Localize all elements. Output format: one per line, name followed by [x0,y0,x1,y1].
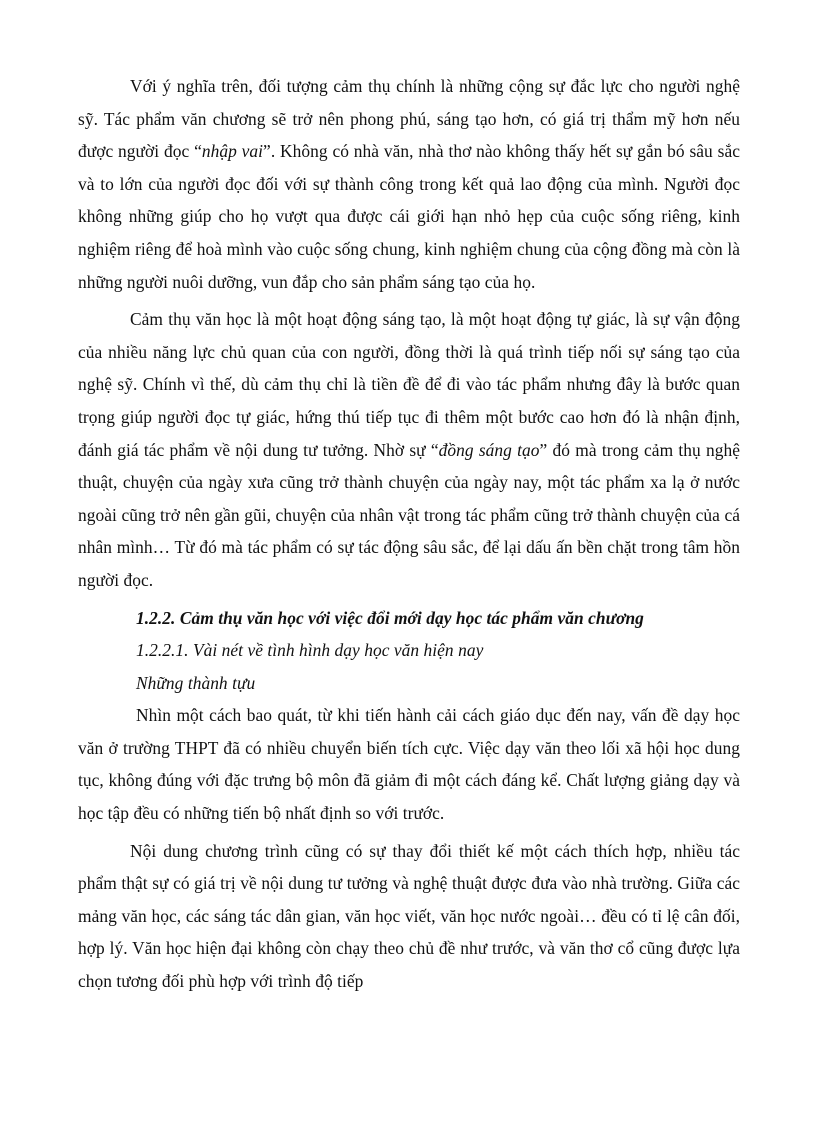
paragraph-literary-appreciation [78,303,740,596]
subsection-label: Những thành tựu [136,672,256,693]
paragraph-text: ” đó mà trong cảm thụ nghệ thuật, chuyện của ngày xưa cũng trở thành chuyện của ngày nay, một tác phẩm xa lạ ở nước ngoài cũng trở nên gần gũi, chuyện của nhân vật trong tác phẩm cũng trở thành chuyện của cá nhân mình… Từ đó mà tác phẩm có sự tác động sâu sắc, để lại dấu ấn bền chặt trong tâm hồn người đọc. [78,439,741,590]
subsection-heading: 1.2.2.1. Vài nét về tình hình dạy học văn hiện nay [136,640,484,661]
section-heading: 1.2.2. Cảm thụ văn học với việc đổi mới dạy học tác phẩm văn chương [136,607,644,628]
paragraph-text: Cảm thụ văn học là một hoạt động sáng tạo, là một hoạt động tự giác, là sự vận động của nhiều năng lực chủ quan của con người, đồng thời là quá trình tiếp nối sự sáng tạo của nghệ sỹ. Chính vì thế, dù cảm thụ chỉ là tiền đề để đi vào tác phẩm nhưng đây là bước quan trọng giúp người đọc tự giác, hứng thú tiếp tục đi thêm một bước cao hơn đó là nhận định, đánh giá tác phẩm về nội dung tư tưởng. Nhờ sự “ [78,309,740,460]
paragraph-reader-role [78,70,740,298]
paragraph-text: ”. Không có nhà văn, nhà thơ nào không thấy hết sự gắn bó sâu sắc và to lớn của người đọc đối với sự thành công trong kết quả lao động của mình. Người đọc không những giúp cho họ vượt qua được cái giới hạn nhỏ hẹp của cuộc sống riêng, kinh nghiệm riêng để hoà mình vào cuộc sống chung, kinh nghiệm chung của cộng đồng mà còn là những người nuôi dưỡng, vun đắp cho sản phẩm sáng tạo của họ. [78,141,740,292]
emphasis-text: nhập vai [201,141,264,162]
paragraph-curriculum: Nội dung chương trình cũng có sự thay đổi thiết kế một cách thích hợp, nhiều tác phẩm thật sự có giá trị về nội dung tư tưởng và nghệ thuật được đưa vào nhà trường. Giữa các mảng văn học, các sáng tác dân gian, văn học viết, văn học nước ngoài… đều có tỉ lệ cân đối, hợp lý. Văn học hiện đại không còn chạy theo chủ đề như trước, và văn thơ cổ cũng được lựa chọn tương đối phù hợp với trình độ tiếp [78,840,740,992]
emphasis-text: đồng sáng tạo [438,439,540,460]
paragraph-text: Với ý nghĩa trên, đối tượng cảm thụ chính là những cộng sự đắc lực cho người nghệ sỹ. Tác phẩm văn chương sẽ trở nên phong phú, sáng tạo hơn, có giá trị thẩm mỹ hơn nếu được người đọc “ [78,76,740,162]
document-body [78,70,740,998]
paragraph-achievements: Nhìn một cách bao quát, từ khi tiến hành cải cách giáo dục đến nay, vấn đề dạy học văn ở trường THPT đã có nhiều chuyển biến tích cực. Việc dạy văn theo lối xã hội học dung tục, không đúng với đặc trưng bộ môn đã giảm đi một cách đáng kể. Chất lượng giảng dạy và học tập đều có những tiến bộ nhất định so với trước. [78,705,740,824]
